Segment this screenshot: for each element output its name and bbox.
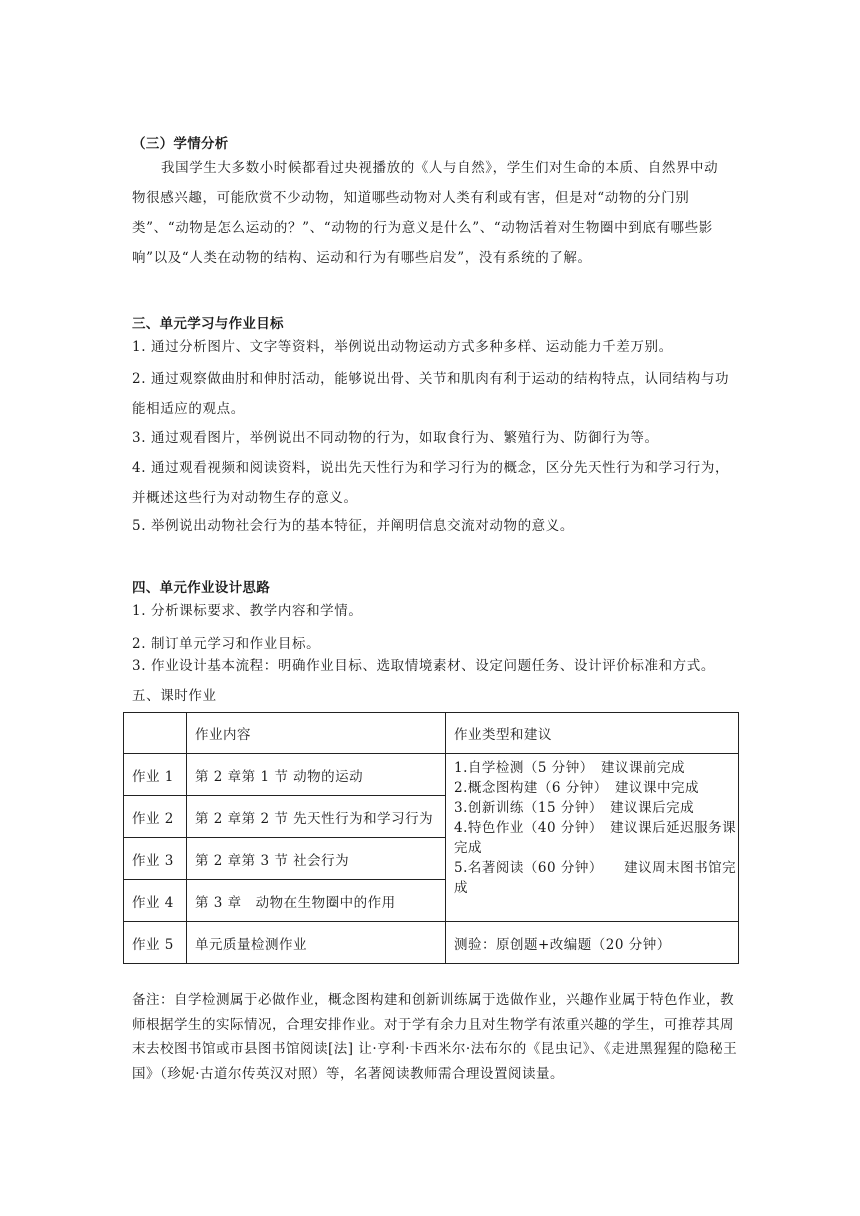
row-suggestion: 测验：原创题+改编题（20 分钟） [446,922,739,964]
table-row [124,754,739,796]
section-heading-design-ideas: 四、单元作业设计思路 [132,580,270,596]
header-cell-blank [124,713,187,754]
suggestion-4: 4.特色作业（40 分钟） 建议课后延迟服务课完成 [454,820,737,856]
row-label: 作业 4 [124,880,187,922]
design-item-1: 1. 分析课标要求、教学内容和学情。 [132,603,363,619]
goal-item-3: 3. 通过观看图片，举例说出不同动物的行为，如取食行为、繁殖行为、防御行为等。 [132,430,659,446]
homework-suggestions-cell [446,754,739,922]
design-item-3: 3. 作业设计基本流程：明确作业目标、选取情境素材、设定问题任务、设计评价标准和方式。五、课时作业 [132,658,715,704]
row-label: 作业 3 [124,838,187,880]
goal-item-2: 2. 通过观察做曲肘和伸肘活动，能够说出骨、关节和肌肉有利于运动的结构特点，认同结构与功能相适应的观点。 [132,371,730,417]
suggestion-2: 2.概念图构建（6 分钟） 建议课中完成 [454,780,700,796]
design-item-2: 2. 制订单元学习和作业目标。 [132,636,321,652]
row-content: 第 2 章第 1 节 动物的运动 [187,754,446,796]
row-label: 作业 5 [124,922,187,964]
goal-item-1: 1. 通过分析图片、文字等资料，举例说出动物运动方式多种多样、运动能力千差万别。 [132,339,673,355]
suggestion-5: 5.名著阅读（60 分钟） 建议周末图书馆完成 [454,860,737,896]
row-label: 作业 2 [124,796,187,838]
header-cell-content: 作业内容 [187,713,446,754]
remarks-paragraph: 备注：自学检测属于必做作业，概念图构建和创新训练属于选做作业，兴趣作业属于特色作业，教师根据学生的实际情况，合理安排作业。对于学有余力且对生物学有浓重兴趣的学生，可推荐其周末去校图书馆或市县图书馆阅读[法] 让·亨利·卡西米尔·法布尔的《昆虫记》、《走进黑猩猩的隐秘王国》（珍妮·古道尔传英汉对照）等，名著阅读教师需合理设置阅读量。 [132,992,738,1082]
row-content: 第 2 章第 3 节 社会行为 [187,838,446,880]
homework-table [123,712,739,964]
goal-item-4: 4. 通过观看视频和阅读资料，说出先天性行为和学习行为的概念，区分先天性行为和学习行为，并概述这些行为对动物生存的意义。 [132,460,730,506]
learning-analysis-paragraph: 我国学生大多数小时候都看过央视播放的《人与自然》，学生们对生命的本质、自然界中动物很感兴趣，可能欣赏不少动物，知道哪些动物对人类有利或有害，但是对“动物的分门别类”、“动物是怎么运动的？”、“动物的行为意义是什么”、“动物活着对生物圈中到底有哪些影响”以及“人类在动物的结构、运动和行为有哪些启发”，没有系统的了解。 [132,160,719,266]
section-heading-learning-analysis: （三）学情分析 [132,136,229,152]
suggestion-3: 3.创新训练（15 分钟） 建议课后完成 [454,800,695,816]
row-content: 第 2 章第 2 节 先天性行为和学习行为 [187,796,446,838]
row-content: 第 3 章 动物在生物圈中的作用 [187,880,446,922]
section-heading-unit-goals: 三、单元学习与作业目标 [132,316,284,332]
table-header-row [124,713,739,754]
goal-item-5: 5. 举例说出动物社会行为的基本特征，并阐明信息交流对动物的意义。 [132,518,574,534]
table-row [124,922,739,964]
header-cell-type: 作业类型和建议 [446,713,739,754]
suggestion-1: 1.自学检测（5 分钟） 建议课前完成 [454,760,686,776]
row-content: 单元质量检测作业 [187,922,446,964]
row-label: 作业 1 [124,754,187,796]
